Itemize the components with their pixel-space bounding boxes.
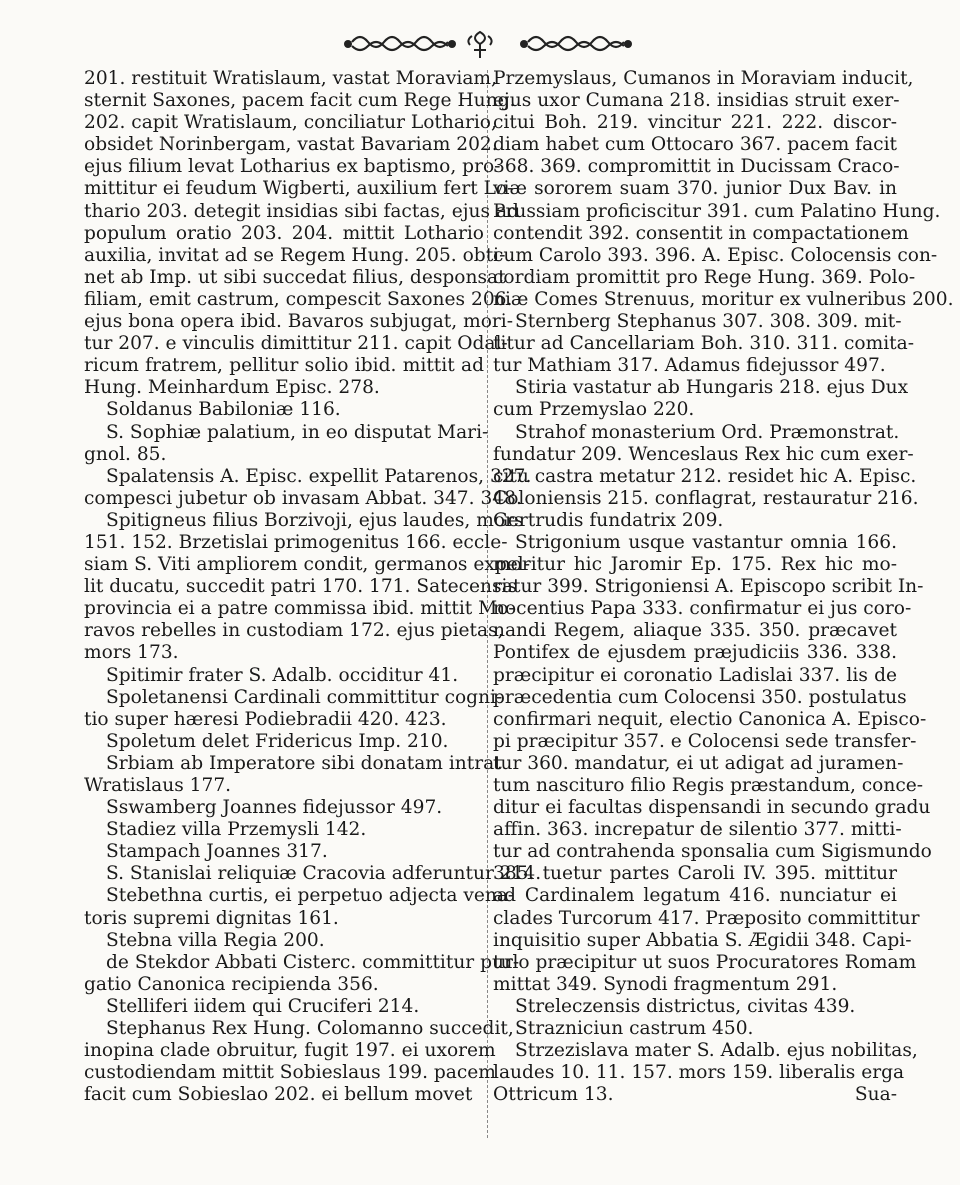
- index-line-text: mittat 349. Synodi fragmentum 291.: [493, 973, 838, 995]
- index-line-text: inopina clade obruitur, fugit 197. ei uxorem: [84, 1040, 496, 1062]
- index-line: [84, 487, 522, 510]
- index-line-text: siam S. Viti ampliorem condit, germanos expel-: [84, 554, 531, 576]
- index-line-text: confirmari nequit, electio Canonica A. Episco-: [493, 708, 927, 730]
- index-line-text: Srbiam ab Imperatore sibi donatam intrat: [106, 752, 502, 774]
- index-line-text: auxilia, invitat ad se Regem Hung. 205. obti-: [84, 244, 506, 266]
- index-line-text: Stephanus Rex Hung. Colomanno succedit,: [106, 1018, 514, 1040]
- index-line: [84, 90, 516, 112]
- index-line: [84, 620, 504, 642]
- index-line-text: titur ad Cancellariam Boh. 310. 311. comita-: [493, 333, 915, 355]
- index-line: [84, 288, 513, 311]
- index-line-text: Gertrudis fundatrix 209.: [493, 509, 724, 531]
- index-line-text: citu castra metatur 212. residet hic A. Episc.: [493, 465, 917, 487]
- index-line: [493, 929, 912, 952]
- index-line: [84, 156, 501, 178]
- index-line: [493, 863, 897, 885]
- index-line: [84, 665, 484, 687]
- index-line: [493, 156, 900, 178]
- right-index-column: [493, 68, 954, 1106]
- index-line: [84, 930, 484, 952]
- index-line: [493, 819, 902, 841]
- index-line-text: præcedentia cum Colocensi 350. postulatus: [493, 686, 907, 708]
- index-line: [84, 223, 484, 245]
- index-line: [493, 642, 897, 664]
- index-line: [84, 399, 484, 421]
- index-line-text: niæ Comes Strenuus, moritur ex vulneribus 200.: [493, 288, 954, 310]
- index-line-text: moritur hic Jaromir Ep. 175. Rex hic mo-: [493, 554, 897, 576]
- index-line: [84, 311, 514, 333]
- index-line: [84, 797, 484, 819]
- index-line: [84, 951, 520, 974]
- index-line: [493, 576, 924, 598]
- index-line: [493, 775, 924, 797]
- index-line: [493, 752, 904, 775]
- index-line: [84, 112, 497, 134]
- index-line: [493, 487, 919, 510]
- index-line-text: Przemyslaus, Cumanos in Moraviam inducit,: [493, 68, 914, 89]
- index-line: [493, 510, 897, 532]
- index-line: [493, 68, 914, 90]
- index-line-text: provincia ei a patre commissa ibid. mittit Mo-: [84, 598, 515, 620]
- index-line: [84, 200, 519, 223]
- index-line: [493, 1084, 897, 1106]
- index-line-text: Stelliferi iidem qui Cruciferi 214.: [106, 995, 420, 1017]
- index-line-text: citui Boh. 219. vincitur 221. 222. discor-: [493, 112, 897, 134]
- index-line: [493, 598, 912, 620]
- index-line: [493, 443, 914, 466]
- index-line: [493, 90, 900, 112]
- index-line-text: gatio Canonica recipienda 356.: [84, 973, 379, 995]
- index-line: [493, 200, 941, 223]
- index-line: [84, 885, 515, 907]
- index-line: [84, 333, 508, 355]
- index-line: [493, 1040, 918, 1062]
- index-line-text: custodiendam mittit Sobieslaus 199. pacem: [84, 1062, 496, 1084]
- index-line-text: Spoletum delet Fridericus Imp. 210.: [106, 730, 449, 752]
- index-line: [84, 974, 484, 996]
- index-line: [493, 1062, 905, 1084]
- index-line: [493, 266, 916, 289]
- index-line: [84, 863, 542, 885]
- index-line-text: cum Przemyslao 220.: [493, 399, 695, 421]
- index-line: [84, 421, 489, 444]
- index-line: [84, 554, 531, 576]
- index-line: [493, 665, 897, 687]
- index-line-text: thario 203. detegit insidias sibi factas, ejus ad: [84, 200, 519, 222]
- index-line: [84, 68, 497, 90]
- index-line-text: Strazniciun castrum 450.: [515, 1018, 754, 1040]
- catchword: Sua-: [854, 1084, 897, 1106]
- index-line: [84, 1018, 514, 1040]
- index-line: [493, 907, 920, 930]
- index-line: [84, 266, 506, 289]
- index-line-text: contendit 392. consentit in compactationem: [493, 222, 909, 244]
- index-line-text: præcipitur ei coronatio Ladislai 337. lis de: [493, 664, 897, 686]
- index-line-text: Prussiam proficiscitur 391. cum Palatino Hung.: [493, 200, 941, 222]
- index-line-text: compesci jubetur ob invasam Abbat. 347. 348.: [84, 487, 522, 509]
- index-line: [493, 620, 897, 642]
- index-line-text: inquisitio super Abbatia S. Ægidii 348. Capi-: [493, 929, 912, 951]
- index-line-text: 201. restituit Wratislaum, vastat Moraviam,: [84, 68, 497, 89]
- index-line-text: Wratislaus 177.: [84, 775, 232, 796]
- index-line: [84, 178, 514, 200]
- index-line-text: Strzezislava mater S. Adalb. ejus nobilitas,: [515, 1040, 918, 1062]
- index-line-text: Soldanus Babiloniæ 116.: [106, 399, 341, 421]
- index-line: [84, 841, 484, 863]
- index-line: [84, 731, 484, 753]
- index-line: [493, 178, 897, 200]
- index-line-text: ejus bona opera ibid. Bavaros subjugat, mori-: [84, 311, 514, 333]
- index-line-text: Hung. Meinhardum Episc. 278.: [84, 377, 380, 399]
- index-line: [493, 399, 897, 421]
- index-line-text: Spalatensis A. Episc. expellit Patarenos, 327.: [106, 465, 532, 487]
- index-line-text: affin. 363. increpatur de silentio 377. mitti-: [493, 819, 902, 841]
- index-line-text: obsidet Norinbergam, vastat Bavariam 202.: [84, 134, 498, 156]
- index-line: [493, 885, 897, 907]
- index-line-text: 151. 152. Brzetislai primogenitus 166. eccle-: [84, 531, 508, 553]
- index-line-text: Ottricum 13.: [493, 1084, 614, 1106]
- index-line-text: filiam, emit castrum, compescit Saxones 206.: [84, 288, 513, 310]
- index-line-text: ricum fratrem, pellitur solio ibid. mittit ad: [84, 355, 484, 377]
- index-line-text: 202. capit Wratislaum, conciliatur Lothario,: [84, 112, 497, 134]
- index-line-text: diam habet cum Ottocaro 367. pacem facit: [493, 134, 897, 156]
- index-line-text: Sternberg Stephanus 307. 308. 309. mit-: [515, 311, 902, 333]
- index-line-text: tur 207. e vinculis dimittitur 211. capit Odal-: [84, 333, 508, 355]
- header-ornament: [0, 22, 960, 62]
- index-line-text: fundatur 209. Wenceslaus Rex hic cum exer-: [493, 443, 914, 465]
- index-line-text: de Stekdor Abbati Cisterc. committitur pur-: [106, 951, 520, 973]
- index-line: [84, 134, 498, 156]
- index-line-text: Streleczensis districtus, civitas 439.: [515, 995, 856, 1017]
- index-line: [493, 996, 897, 1018]
- index-line-text: Stampach Joannes 317.: [106, 841, 328, 863]
- index-line-text: Stebna villa Regia 200.: [106, 929, 325, 951]
- index-line-text: ad Cardinalem legatum 416. nunciatur ei: [493, 885, 897, 907]
- index-line-text: pi præcipitur 357. e Colocensi sede transfer-: [493, 730, 917, 752]
- left-index-column: [84, 68, 542, 1106]
- index-line-text: nocentius Papa 333. confirmatur ei jus coro-: [493, 598, 912, 620]
- index-line-text: ravos rebelles in custodiam 172. ejus pietas,: [84, 620, 504, 642]
- index-line-text: Coloniensis 215. conflagrat, restauratur 216.: [493, 487, 919, 509]
- index-line-text: Stadiez villa Przemysli 142.: [106, 819, 367, 841]
- index-line: [493, 134, 897, 156]
- index-line: [84, 1062, 496, 1084]
- index-line: [493, 112, 897, 134]
- index-line-text: ratur 399. Strigoniensi A. Episcopo scribit In-: [493, 576, 924, 598]
- index-line: [84, 509, 524, 532]
- index-line: [493, 532, 897, 554]
- index-line: [84, 244, 506, 267]
- index-line-text: gnol. 85.: [84, 443, 167, 465]
- index-line-text: Strahof monasterium Ord. Præmonstrat.: [515, 421, 900, 443]
- index-line: [84, 908, 484, 930]
- index-line-text: ditur ei facultas dispensandi in secundo gradu: [493, 797, 931, 819]
- index-line-text: S. Stanislai reliquiæ Cracovia adferuntur 214.: [106, 863, 542, 885]
- index-line: [493, 288, 954, 311]
- index-line: [493, 333, 915, 355]
- index-line-text: cum Carolo 393. 396. A. Episc. Colocensis con-: [493, 244, 938, 266]
- index-line: [84, 996, 484, 1018]
- index-line-text: tum nasciturо filio Regis præstandum, conce-: [493, 775, 924, 796]
- index-line-text: Spitigneus filius Borzivoji, ejus laudes, mors: [106, 509, 524, 531]
- index-line-text: ejus uxor Cumana 218. insidias struit exer-: [493, 90, 900, 112]
- index-line: [493, 355, 897, 377]
- index-line-text: Sswamberg Joannes fidejussor 497.: [106, 797, 443, 819]
- index-line: [493, 708, 927, 731]
- index-line: [84, 576, 518, 598]
- index-line-text: mors 173.: [84, 642, 179, 664]
- index-line: [493, 730, 917, 753]
- index-line-text: nandi Regem, aliaque 335. 350. præcavet: [493, 620, 897, 642]
- index-line: [493, 244, 938, 267]
- index-line-text: S. Sophiæ palatium, in eo disputat Mari-: [106, 421, 489, 443]
- index-line: [84, 598, 515, 620]
- index-line: [84, 1084, 484, 1106]
- index-line-text: Spoletanensi Cardinali committitur cogni-: [106, 686, 503, 708]
- index-line: [493, 974, 897, 996]
- index-line-text: populum oratio 203. 204. mittit Lothario: [84, 222, 484, 244]
- index-line-text: Stebethna curtis, ei perpetuo adjecta vena-: [106, 885, 515, 907]
- index-line: [84, 1040, 496, 1062]
- index-line-text: clades Turcorum 417. Præposito committitur: [493, 907, 920, 929]
- index-line-text: tio super hæresi Podiebradii 420. 423.: [84, 708, 447, 730]
- index-line: [84, 377, 484, 399]
- index-line-text: viæ sororem suam 370. junior Dux Bav. in: [493, 178, 897, 200]
- index-line: [84, 752, 502, 775]
- index-line: [493, 797, 931, 819]
- index-line: [84, 355, 484, 377]
- index-line: [84, 444, 484, 466]
- index-line: [493, 311, 902, 333]
- index-line: [493, 554, 897, 576]
- index-line-text: toris supremi dignitas 161.: [84, 907, 339, 929]
- index-line-text: tur 360. mandatur, ei ut adigat ad juramen-: [493, 752, 904, 774]
- index-line: [493, 377, 909, 399]
- index-line-text: laudes 10. 11. 157. mors 159. liberalis erga: [493, 1062, 905, 1084]
- index-line-text: lit ducatu, succedit patri 170. 171. Satecensis: [84, 576, 518, 598]
- index-line: [84, 465, 532, 488]
- index-line-text: facit cum Sobieslao 202. ei bellum movet: [84, 1084, 473, 1106]
- fleuron-icon: [468, 32, 491, 58]
- index-line-text: Stiria vastatur ab Hungaris 218. ejus Dux: [515, 377, 909, 399]
- index-line: [84, 686, 503, 709]
- index-line: [84, 775, 484, 797]
- index-line: [493, 686, 907, 709]
- index-line-text: Spitimir frater S. Adalb. occiditur 41.: [106, 664, 459, 686]
- index-line: [493, 841, 932, 863]
- index-line: [493, 951, 917, 974]
- index-line: [84, 709, 484, 731]
- index-line-text: Pontifex de ejusdem præjudiciis 336. 338.: [493, 642, 897, 664]
- index-line-text: tur ad contrahenda sponsalia cum Sigismundo: [493, 841, 932, 863]
- index-line-text: net ab Imp. ut sibi succedat filius, desponsat: [84, 266, 506, 288]
- index-line: [493, 222, 909, 245]
- index-line: [84, 642, 484, 664]
- index-line: [84, 531, 508, 554]
- index-line-text: tulo præcipitur ut suos Procuratores Romam: [493, 951, 917, 973]
- index-line-text: 368. 369. compromittit in Ducissam Craco-: [493, 156, 900, 178]
- index-line-text: tur Mathiam 317. Adamus fidejussor 497.: [493, 355, 886, 377]
- index-line: [493, 1018, 897, 1040]
- index-line: [493, 465, 917, 488]
- index-line-text: cordiam promittit pro Rege Hung. 369. Polo-: [493, 266, 916, 288]
- index-line-text: Strigonium usque vastantur omnia 166.: [515, 531, 897, 553]
- index-line-text: 385. tuetur partes Caroli IV. 395. mittitur: [493, 863, 897, 885]
- index-line-text: ejus filium levat Lotharius ex baptismo, pro-: [84, 156, 501, 178]
- index-line-text: sternit Saxones, pacem facit cum Rege Hung.: [84, 90, 516, 112]
- index-line-text: mittitur ei feudum Wigberti, auxilium fert Lo-: [84, 178, 514, 200]
- index-line: [84, 819, 484, 841]
- index-line: [493, 421, 900, 444]
